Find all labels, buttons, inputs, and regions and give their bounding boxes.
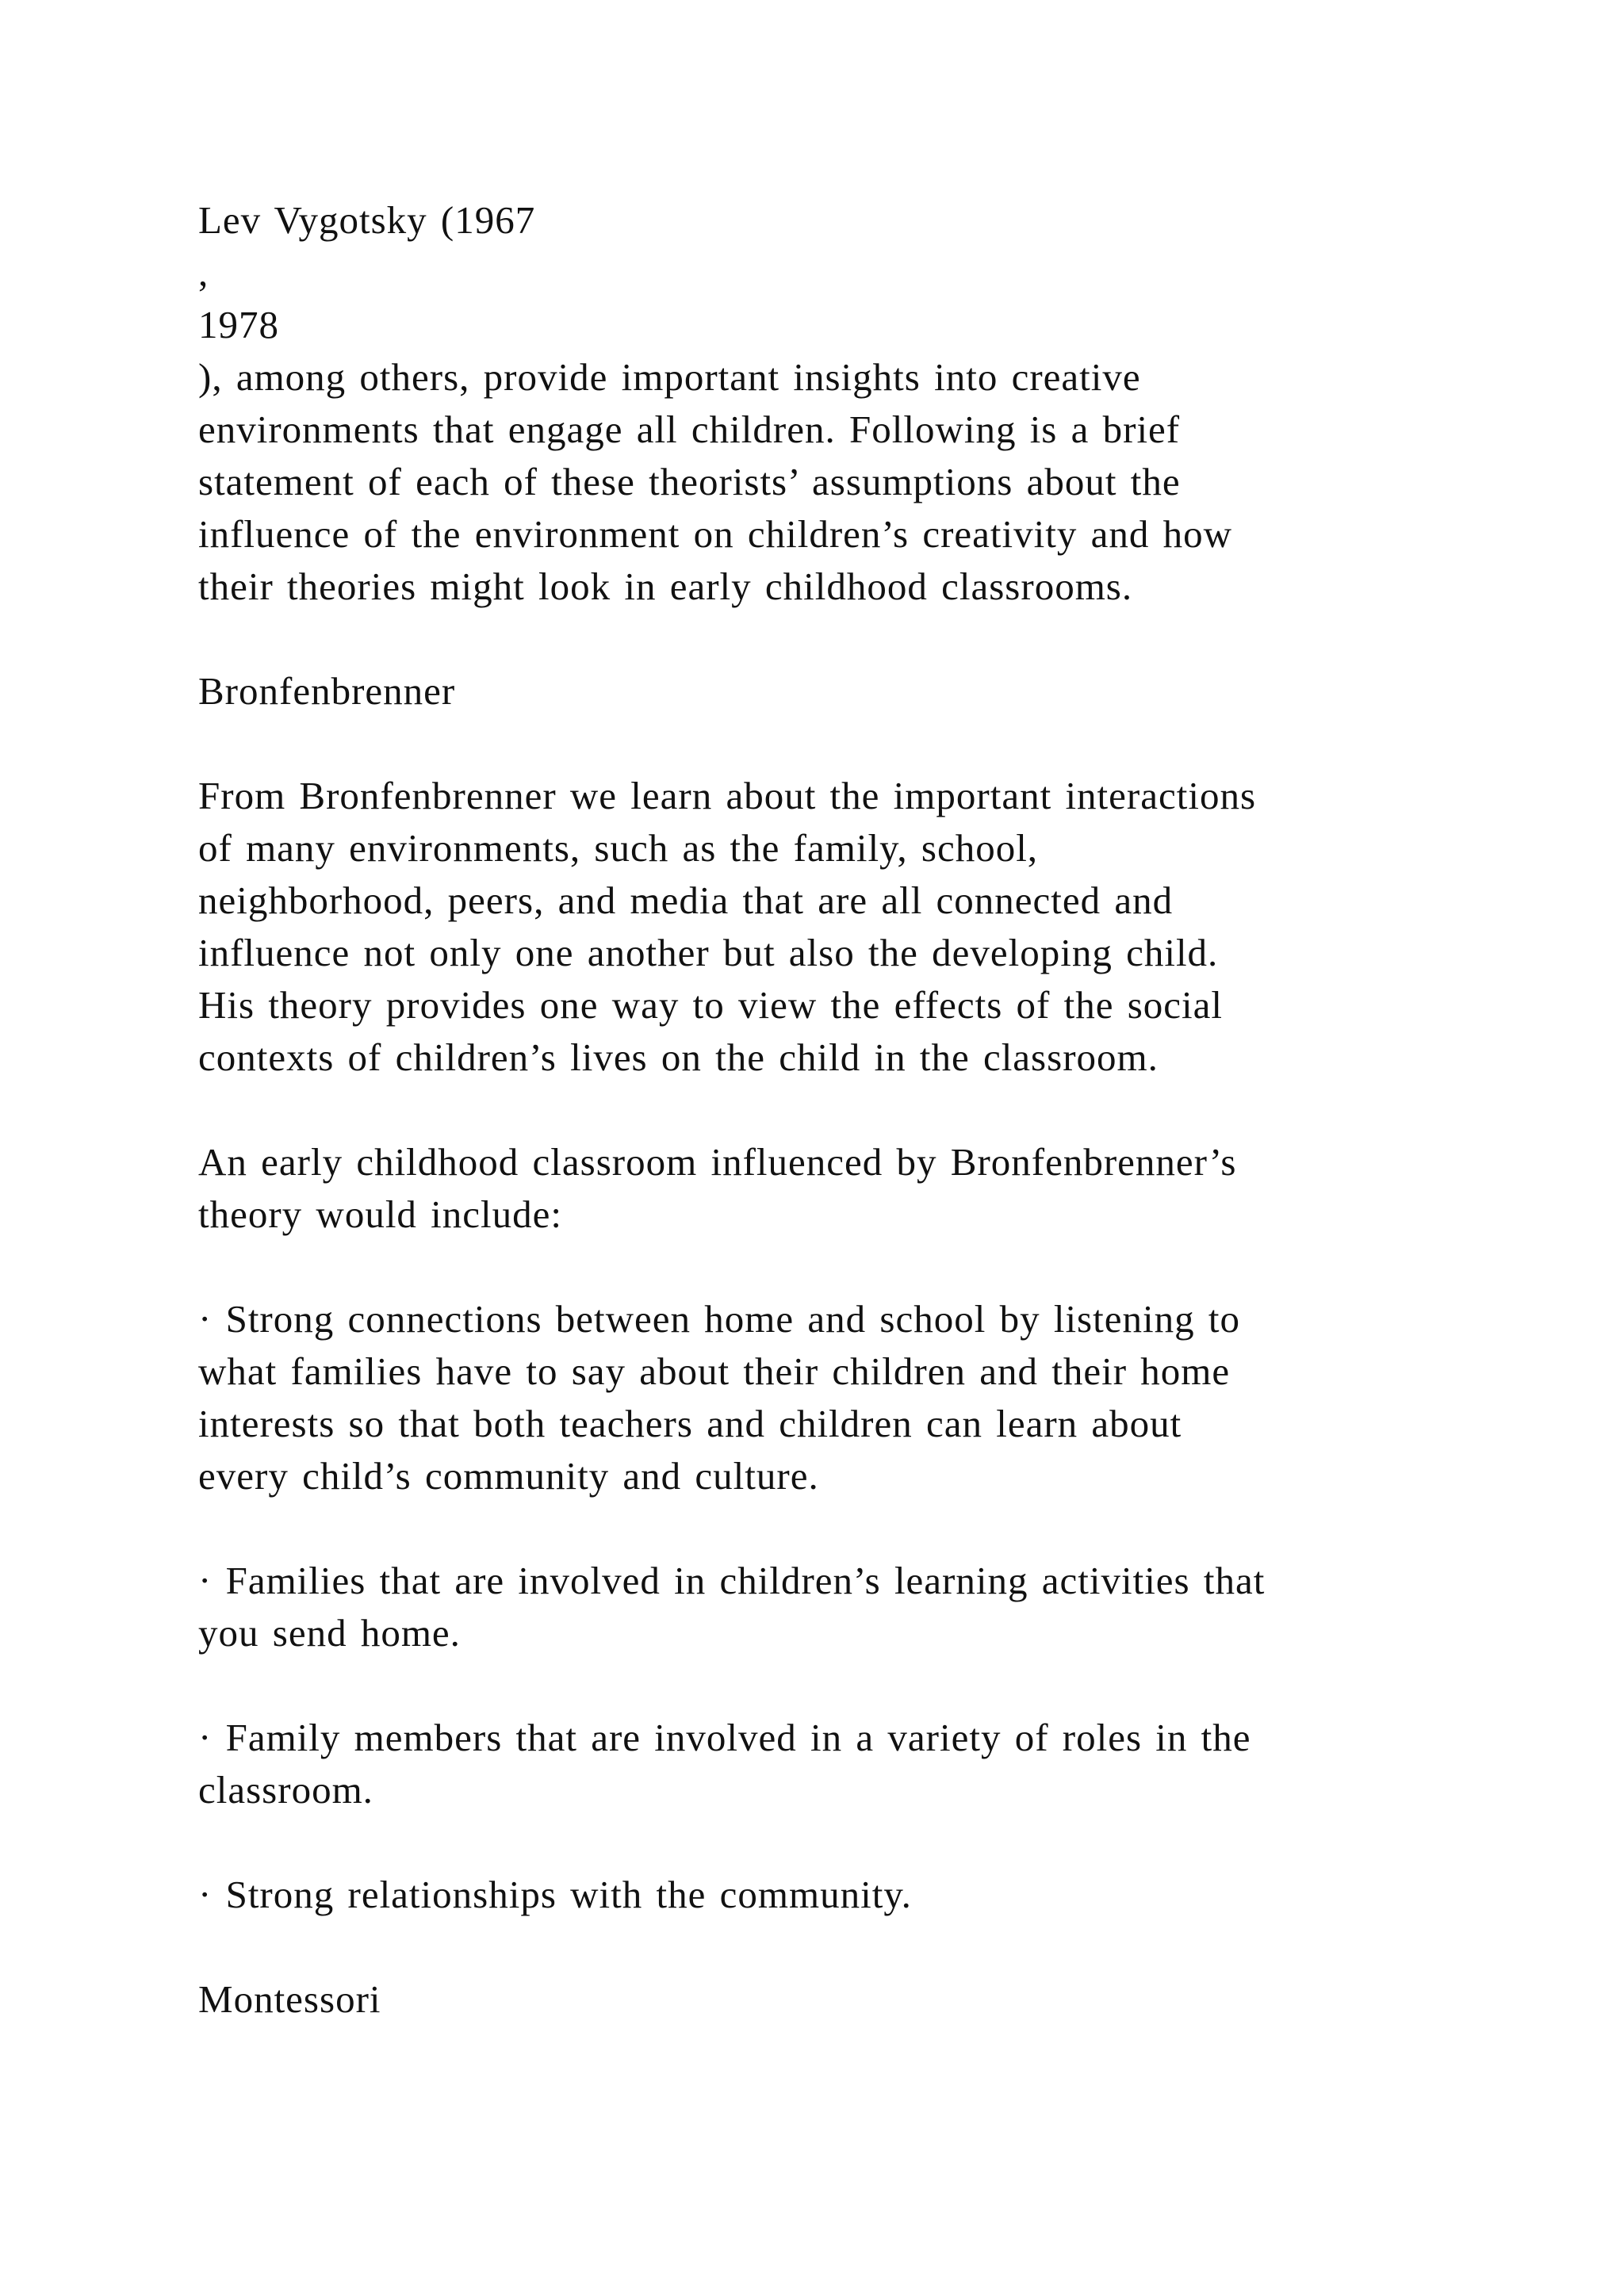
bullet-1-line-1: · Strong connections between home and school by listening to (198, 1297, 1240, 1341)
bullet-3-line-1: · Family members that are involved in a variety of roles in the (198, 1716, 1251, 1759)
intro-line-2: , (198, 251, 209, 294)
bullet-1-line-4: every child’s community and culture. (198, 1454, 819, 1498)
bullet-1-line-2: what families have to say about their children and their home (198, 1349, 1231, 1393)
intro-line-4: ), among others, provide important insights into creative (198, 355, 1141, 399)
intro-line-8: their theories might look in early childhood classrooms. (198, 564, 1133, 608)
intro-line-7: influence of the environment on children’s creativity and how (198, 512, 1233, 556)
bullet-4-line-1: · Strong relationships with the community. (198, 1873, 912, 1916)
bullet-1-line-3: interests so that both teachers and children can learn about (198, 1402, 1182, 1445)
classroom-intro-line-2: theory would include: (198, 1192, 563, 1236)
bronfenbrenner-line-6: contexts of children’s lives on the child in the classroom. (198, 1035, 1159, 1079)
intro-line-6: statement of each of these theorists’ assumptions about the (198, 460, 1181, 503)
intro-line-3: 1978 (198, 303, 279, 346)
classroom-intro-line-1: An early childhood classroom influenced by Bronfenbrenner’s (198, 1140, 1237, 1184)
section-heading-montessori: Montessori (198, 1977, 381, 2021)
bronfenbrenner-line-1: From Bronfenbrenner we learn about the important interactions (198, 774, 1257, 817)
bullet-2-line-2: you send home. (198, 1611, 461, 1655)
bronfenbrenner-line-4: influence not only one another but also the developing child. (198, 931, 1219, 974)
intro-line-5: environments that engage all children. Following is a brief (198, 408, 1181, 451)
bullet-3-line-2: classroom. (198, 1768, 373, 1812)
intro-line-1: Lev Vygotsky (1967 (198, 198, 536, 242)
bronfenbrenner-line-5: His theory provides one way to view the effects of the social (198, 983, 1224, 1027)
bronfenbrenner-line-2: of many environments, such as the family, school, (198, 826, 1039, 870)
section-heading-bronfenbrenner: Bronfenbrenner (198, 669, 456, 713)
bullet-2-line-1: · Families that are involved in children’s learning activities that (198, 1559, 1266, 1602)
bronfenbrenner-line-3: neighborhood, peers, and media that are all connected and (198, 878, 1174, 922)
